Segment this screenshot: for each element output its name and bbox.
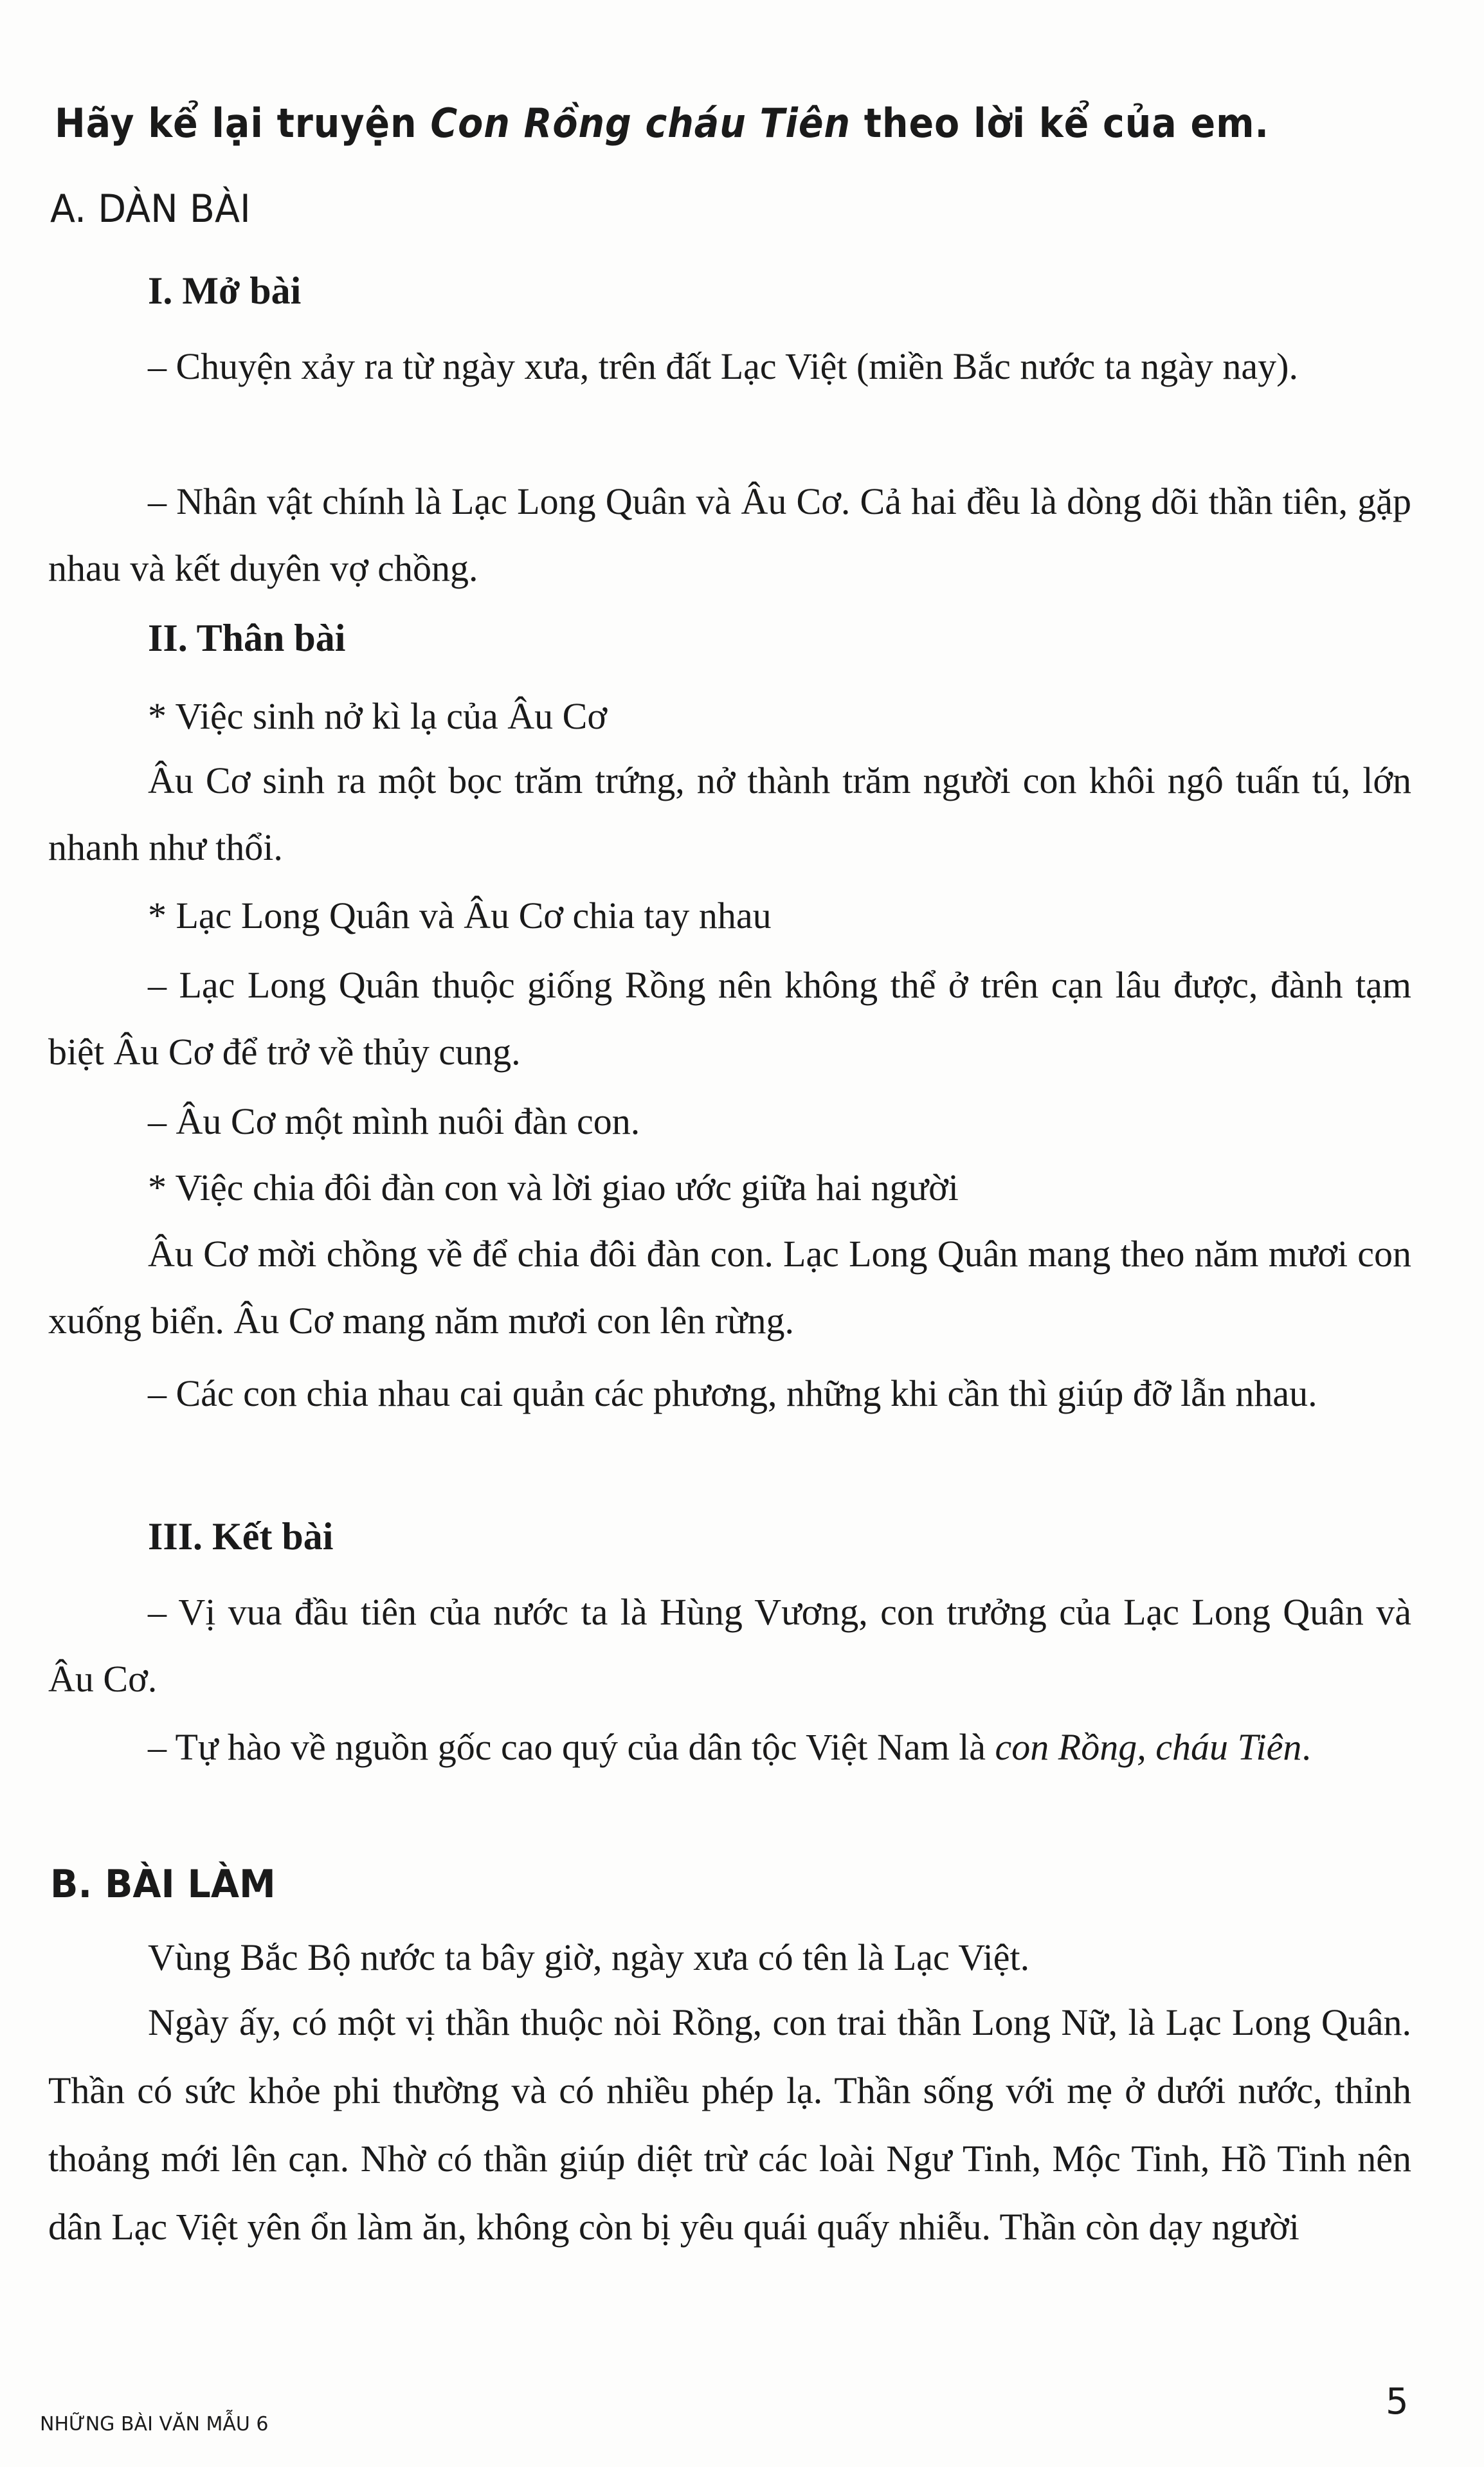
- than-bai-title: II. Thân bài: [148, 617, 346, 659]
- ket-bai-item-2-italic: con Rồng, cháu Tiên: [995, 1726, 1302, 1768]
- section-a-title: A. DÀN BÀI: [50, 187, 251, 232]
- mo-bai-item-2: – Nhân vật chính là Lạc Long Quân và Âu Cơ. Cả hai đều là dòng dõi thần tiên, gặp nhau và kết duyên vợ chồng.: [48, 480, 1411, 589]
- heading-story-title: Con Rồng cháu Tiên: [430, 100, 851, 147]
- ket-bai-item-2: [48, 1714, 1411, 1781]
- than-bai-item-4: – Lạc Long Quân thuộc giống Rồng nên không thể ở trên cạn lâu được, đành tạm biệt Âu Cơ để trở về thủy cung.: [48, 964, 1411, 1073]
- than-bai-item-6: * Việc chia đôi đàn con và lời giao ước giữa hai người: [148, 1167, 959, 1208]
- ket-bai-item-2-end: .: [1301, 1726, 1311, 1768]
- bai-lam-paragraph-2: Ngày ấy, có một vị thần thuộc nòi Rồng, con trai thần Long Nữ, là Lạc Long Quân. Thần có sức khỏe phi thường và có nhiều phép lạ. Thần sống với mẹ ở dưới nước, thỉnh thoảng mới lên cạn. Nhờ có thần giúp diệt trừ các loài Ngư Tinh, Mộc Tinh, Hồ Tinh nên dân Lạc Việt yên ổn làm ăn, không còn bị yêu quái quấy nhiễu. Thần còn dạy người: [48, 2001, 1411, 2248]
- than-bai-item-2: Âu Cơ sinh ra một bọc trăm trứng, nở thành trăm người con khôi ngô tuấn tú, lớn nhanh như thổi.: [48, 760, 1411, 868]
- heading-text-after: theo lời kể của em.: [850, 100, 1270, 147]
- exercise-heading: [55, 100, 1269, 147]
- than-bai-item-7: Âu Cơ mời chồng về để chia đôi đàn con. Lạc Long Quân mang theo năm mươi con xuống biển. Âu Cơ mang năm mươi con lên rừng.: [48, 1233, 1411, 1342]
- ket-bai-item-2-text: – Tự hào về nguồn gốc cao quý của dân tộc Việt Nam là: [148, 1726, 995, 1768]
- than-bai-item-5: – Âu Cơ một mình nuôi đàn con.: [148, 1100, 640, 1142]
- than-bai-item-3: * Lạc Long Quân và Âu Cơ chia tay nhau: [148, 895, 772, 936]
- section-b-title: B. BÀI LÀM: [50, 1862, 276, 1907]
- ket-bai-item-1: – Vị vua đầu tiên của nước ta là Hùng Vương, con trưởng của Lạc Long Quân và Âu Cơ.: [48, 1591, 1411, 1700]
- ket-bai-title: III. Kết bài: [148, 1515, 334, 1558]
- mo-bai-title: I. Mở bài: [148, 269, 302, 312]
- page-number: 5: [1386, 2381, 1409, 2423]
- than-bai-item-1: * Việc sinh nở kì lạ của Âu Cơ: [148, 695, 608, 737]
- bai-lam-paragraph-1: Vùng Bắc Bộ nước ta bây giờ, ngày xưa có tên là Lạc Việt.: [148, 1936, 1030, 1978]
- mo-bai-item-1: – Chuyện xảy ra từ ngày xưa, trên đất Lạc Việt (miền Bắc nước ta ngày nay).: [148, 345, 1298, 387]
- than-bai-item-8: – Các con chia nhau cai quản các phương, những khi cần thì giúp đỡ lẫn nhau.: [148, 1372, 1317, 1414]
- heading-text-before: Hãy kể lại truyện: [55, 100, 431, 147]
- footer-book-title: NHỮNG BÀI VĂN MẪU 6: [40, 2413, 269, 2435]
